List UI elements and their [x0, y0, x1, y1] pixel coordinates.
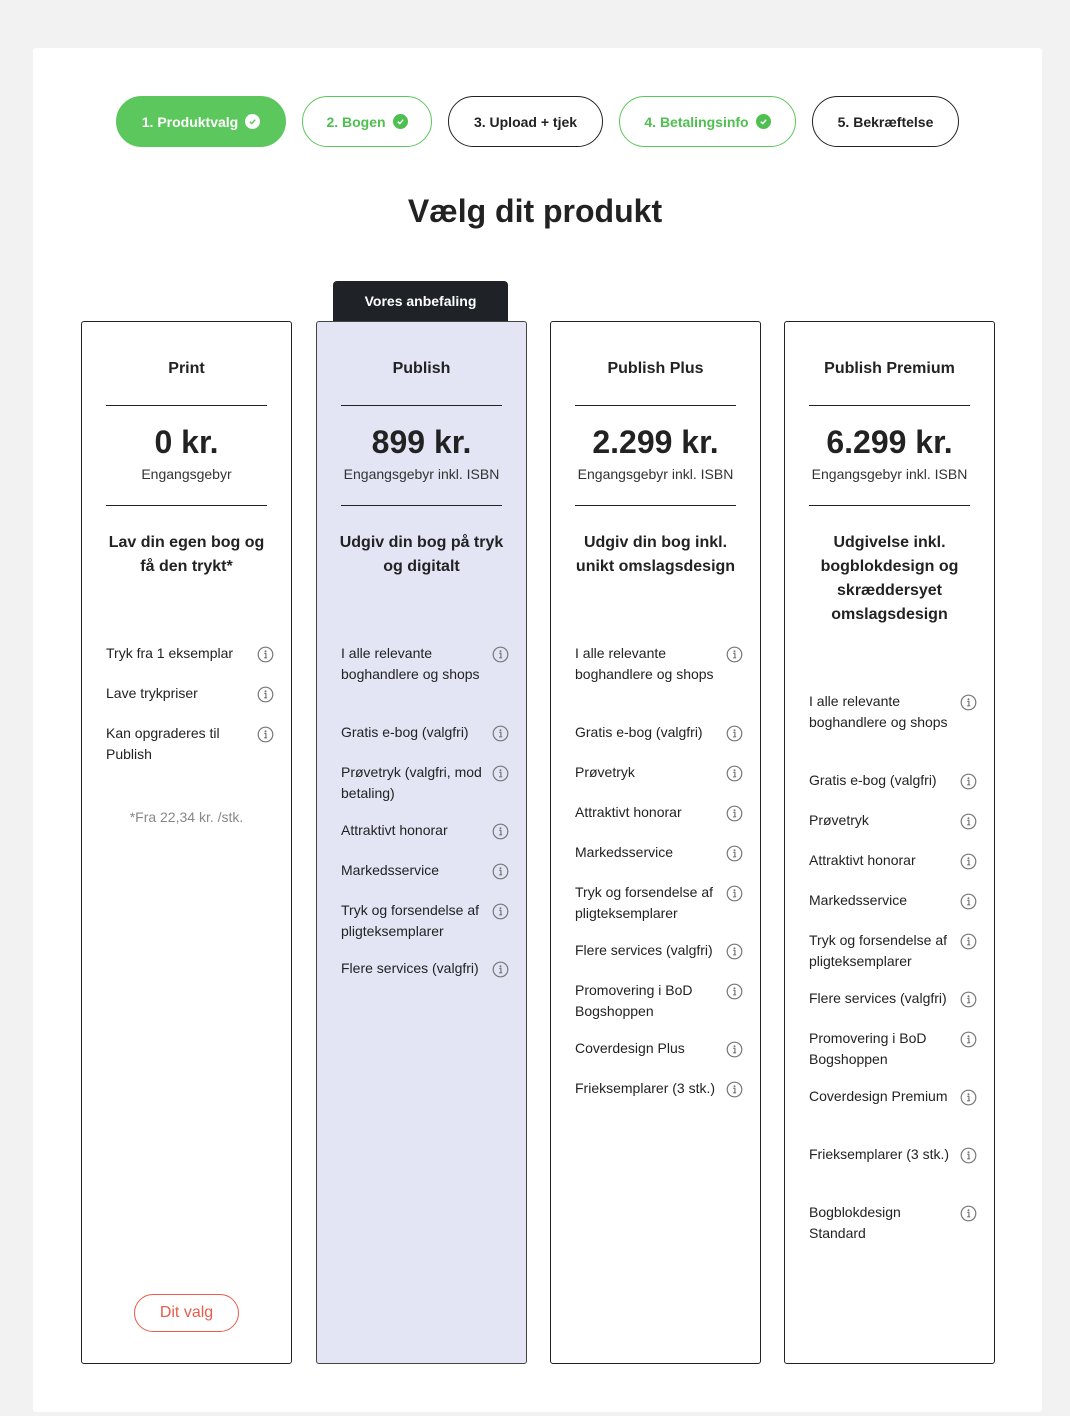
price-fee-note: Engangsgebyr: [141, 466, 232, 482]
product-tagline: Udgiv din bog på tryk og digitalt: [339, 534, 504, 575]
feature-item: Attraktivt honorar: [575, 802, 743, 823]
info-icon[interactable]: [257, 726, 274, 743]
feature-item: Tryk og forsendelse af pligteksemplarer: [575, 882, 743, 924]
feature-item: Tryk og forsendelse af pligteksemplarer: [341, 900, 509, 942]
info-icon[interactable]: [960, 853, 977, 870]
product-card-publish-premium[interactable]: [784, 321, 995, 1364]
info-icon[interactable]: [726, 885, 743, 902]
feature-item: Prøvetryk (valgfri, mod betaling): [341, 762, 509, 804]
step-label: 2. Bogen: [326, 113, 386, 130]
divider: [575, 405, 736, 406]
step-bogen[interactable]: [302, 96, 432, 147]
info-icon[interactable]: [492, 823, 509, 840]
feature-item: Lave trykpriser: [106, 683, 274, 704]
info-icon[interactable]: [726, 765, 743, 782]
feature-item: Kan opgraderes til Publish: [106, 723, 274, 765]
choose-button[interactable]: Dit valg: [134, 1294, 239, 1332]
step-bekraeftelse[interactable]: [812, 96, 959, 147]
feature-item: I alle relevante boghandlere og shops: [575, 643, 743, 685]
info-icon[interactable]: [726, 845, 743, 862]
feature-item: Flere services (valgfri): [341, 958, 509, 979]
product-price: 2.299 kr.: [592, 424, 719, 460]
feature-item: Gratis e-bog (valgfri): [575, 722, 743, 743]
info-icon[interactable]: [726, 805, 743, 822]
product-name: Publish Premium: [824, 360, 955, 377]
divider: [575, 505, 736, 506]
product-price: 6.299 kr.: [826, 424, 953, 460]
feature-item: Frieksemplarer (3 stk.): [809, 1144, 977, 1165]
info-icon[interactable]: [960, 1031, 977, 1048]
info-icon[interactable]: [726, 983, 743, 1000]
page-title: Vælg dit produkt: [407, 193, 663, 229]
product-tagline: Udgiv din bog inkl. unikt omslagsdesign: [575, 534, 736, 575]
feature-item: Prøvetryk: [809, 810, 977, 831]
feature-item: Flere services (valgfri): [575, 940, 743, 961]
info-icon[interactable]: [726, 725, 743, 742]
feature-item: Markedsservice: [809, 890, 977, 911]
product-card-print[interactable]: [81, 321, 292, 1364]
product-tagline: Lav din egen bog og få den trykt*: [108, 534, 265, 575]
info-icon[interactable]: [960, 813, 977, 830]
info-icon[interactable]: [492, 646, 509, 663]
feature-item: Markedsservice: [341, 860, 509, 881]
step-label: 4. Betalingsinfo: [644, 113, 749, 130]
feature-item: Gratis e-bog (valgfri): [809, 770, 977, 791]
price-fee-note: Engangsgebyr inkl. ISBN: [577, 466, 734, 482]
info-icon[interactable]: [960, 694, 977, 711]
check-icon: [245, 114, 260, 129]
feature-item: I alle relevante boghandlere og shops: [809, 691, 977, 733]
feature-item: Attraktivt honorar: [809, 850, 977, 871]
product-name: Print: [168, 360, 205, 377]
info-icon[interactable]: [960, 1147, 977, 1164]
divider: [809, 405, 970, 406]
feature-item: Attraktivt honorar: [341, 820, 509, 841]
product-name: Publish: [392, 360, 451, 377]
product-card-publish-plus[interactable]: [550, 321, 761, 1364]
feature-item: Bogblokdesign Standard: [809, 1202, 977, 1244]
check-icon: [393, 114, 408, 129]
info-icon[interactable]: [960, 933, 977, 950]
info-icon[interactable]: [726, 943, 743, 960]
feature-item: Promovering i BoD Bogshoppen: [809, 1028, 977, 1070]
info-icon[interactable]: [726, 1041, 743, 1058]
step-produktvalg[interactable]: [116, 96, 286, 147]
product-price: 0 kr.: [154, 424, 219, 460]
feature-item: Coverdesign Premium: [809, 1086, 977, 1107]
divider: [106, 505, 267, 506]
info-icon[interactable]: [492, 765, 509, 782]
product-price: 899 kr.: [371, 424, 472, 460]
divider: [341, 505, 502, 506]
divider: [341, 405, 502, 406]
feature-item: Promovering i BoD Bogshoppen: [575, 980, 743, 1022]
info-icon[interactable]: [257, 646, 274, 663]
info-icon[interactable]: [726, 1081, 743, 1098]
feature-item: Markedsservice: [575, 842, 743, 863]
feature-item: I alle relevante boghandlere og shops: [341, 643, 509, 685]
step-label: 5. Bekræftelse: [837, 113, 934, 130]
info-icon[interactable]: [960, 991, 977, 1008]
feature-item: Tryk og forsendelse af pligteksemplarer: [809, 930, 977, 972]
info-icon[interactable]: [492, 903, 509, 920]
info-icon[interactable]: [257, 686, 274, 703]
feature-item: Flere services (valgfri): [809, 988, 977, 1009]
divider: [106, 405, 267, 406]
info-icon[interactable]: [960, 893, 977, 910]
product-name: Publish Plus: [607, 360, 704, 377]
feature-item: Tryk fra 1 eksemplar: [106, 643, 274, 664]
price-fee-note: Engangsgebyr inkl. ISBN: [343, 466, 500, 482]
step-label: 3. Upload + tjek: [473, 113, 578, 130]
divider: [809, 505, 970, 506]
info-icon[interactable]: [492, 863, 509, 880]
step-upload-tjek[interactable]: [448, 96, 603, 147]
price-footnote: *Fra 22,34 kr. /stk.: [129, 809, 244, 825]
product-tagline: Udgivelse inkl. bogblokdesign og skræddersyet omslagsdesign: [820, 534, 959, 623]
info-icon[interactable]: [960, 773, 977, 790]
product-card-publish[interactable]: [316, 321, 527, 1364]
info-icon[interactable]: [492, 725, 509, 742]
step-label: 1. Produktvalg: [141, 113, 239, 130]
step-betalingsinfo[interactable]: [619, 96, 796, 147]
recommendation-ribbon: Vores anbefaling: [333, 281, 508, 321]
price-fee-note: Engangsgebyr inkl. ISBN: [811, 466, 968, 482]
info-icon[interactable]: [726, 646, 743, 663]
info-icon[interactable]: [960, 1089, 977, 1106]
check-icon: [756, 114, 771, 129]
info-icon[interactable]: [960, 1205, 977, 1222]
feature-item: Gratis e-bog (valgfri): [341, 722, 509, 743]
info-icon[interactable]: [492, 961, 509, 978]
feature-item: Coverdesign Plus: [575, 1038, 743, 1059]
feature-item: Frieksemplarer (3 stk.): [575, 1078, 743, 1099]
feature-item: Prøvetryk: [575, 762, 743, 783]
